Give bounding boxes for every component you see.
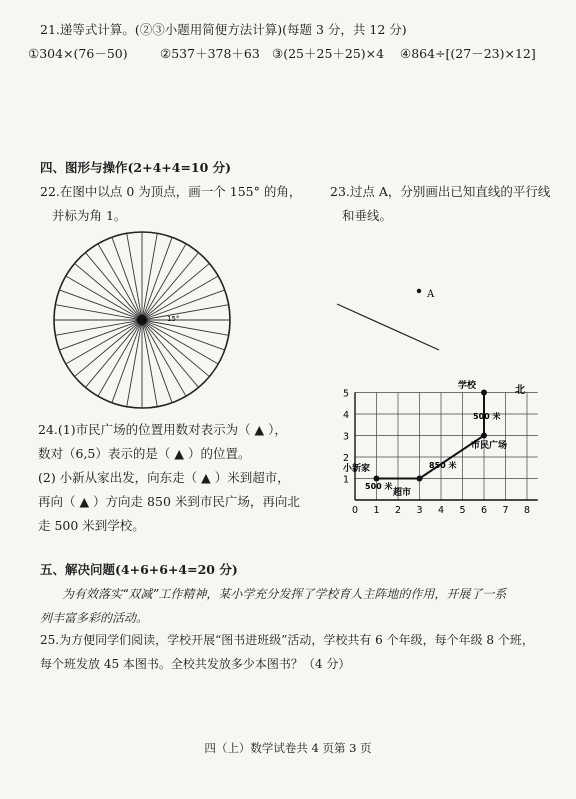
protractor-circle xyxy=(50,228,234,412)
x-tick-labels xyxy=(352,505,530,516)
x-tick-label: 6 xyxy=(481,505,488,516)
route-point xyxy=(481,433,487,439)
q21-item-2: ②537＋378＋63 xyxy=(160,46,260,61)
x-tick-label: 4 xyxy=(438,505,445,516)
point-a-label: A xyxy=(427,289,435,300)
q23-line2: 和垂线。 xyxy=(342,208,393,223)
x-tick-label: 1 xyxy=(373,505,380,516)
y-tick-label: 3 xyxy=(343,431,350,443)
y-tick-label: 1 xyxy=(343,474,350,486)
q21-title: 21.递等式计算。(②③小题用简便方法计算)(每题 3 分，共 12 分) xyxy=(40,22,407,37)
route-point xyxy=(481,390,487,396)
q25-line2: 每个班发放 45 本图书。全校共发放多少本图书？（4 分） xyxy=(40,657,351,671)
q24-line4: 再向（ ▲ ）方向走 850 米到市民广场，再向北 xyxy=(38,494,300,509)
section4-title: 四、图形与操作(2+4+4=10 分) xyxy=(40,160,232,175)
distance-home-supermarket: 500 米 xyxy=(365,482,393,491)
q21-item-3: ③(25＋25＋25)×4 xyxy=(272,46,385,61)
q23-line1: 23.过点 A，分别画出已知直线的平行线 xyxy=(330,184,551,199)
route-point xyxy=(374,476,380,482)
x-tick-label: 8 xyxy=(524,505,531,516)
distance-plaza-school: 500 米 xyxy=(473,412,501,421)
angle-label: 15° xyxy=(167,315,180,323)
q25-line1: 25.为方便同学们阅读，学校开展“图书进班级”活动，学校共有 6 个年级，每个年级 8 个班， xyxy=(40,633,534,647)
x-tick-label: 0 xyxy=(352,505,359,516)
x-tick-label: 2 xyxy=(395,505,402,516)
route-point xyxy=(417,476,423,482)
home-label: 小新家 xyxy=(343,464,371,474)
x-tick-label: 3 xyxy=(416,505,423,516)
y-tick-label: 5 xyxy=(343,388,350,400)
plaza-label: 市民广场 xyxy=(471,441,508,451)
q22-line2: 并标为角 1。 xyxy=(52,208,127,223)
intro-line1: 为有效落实“双减”工作精神，某小学充分发挥了学校育人主阵地的作用，开展了一系 xyxy=(62,587,507,601)
q22-line1: 22.在图中以点 0 为顶点，画一个 155° 的角， xyxy=(40,184,302,199)
x-tick-label: 5 xyxy=(459,505,466,516)
q21-item-1: ①304×(76－50) xyxy=(28,46,128,61)
center-point-o xyxy=(137,315,147,325)
north-label: 北 xyxy=(515,385,525,396)
q24-line3: (2) 小新从家出发，向东走（ ▲ ）米到超市， xyxy=(38,470,290,485)
y-tick-label: 4 xyxy=(343,410,350,421)
supermarket-label: 超市 xyxy=(393,488,412,498)
distance-supermarket-plaza: 850 米 xyxy=(429,461,457,470)
section5-title: 五、解决问题(4+6+6+4=20 分) xyxy=(40,562,238,577)
q21-item-4: ④864÷[(27－23)×12] xyxy=(400,46,536,61)
x-tick-label: 7 xyxy=(502,505,509,516)
intro-line2: 列丰富多彩的活动。 xyxy=(40,611,149,625)
q24-line2: 数对（6,5）表示的是（ ▲ ）的位置。 xyxy=(38,446,251,461)
q23-figure xyxy=(325,280,455,360)
page-footer: 四（上）数学试卷共 4 页第 3 页 xyxy=(204,741,372,755)
school-label: 学校 xyxy=(458,381,477,391)
q24-line5: 走 500 米到学校。 xyxy=(38,518,145,533)
point-a xyxy=(417,289,421,293)
q24-line1: 24.(1)市民广场的位置用数对表示为（ ▲ ）， xyxy=(38,422,287,437)
given-line xyxy=(337,304,439,350)
grid-map xyxy=(325,378,555,518)
y-tick-label: 2 xyxy=(343,453,350,464)
